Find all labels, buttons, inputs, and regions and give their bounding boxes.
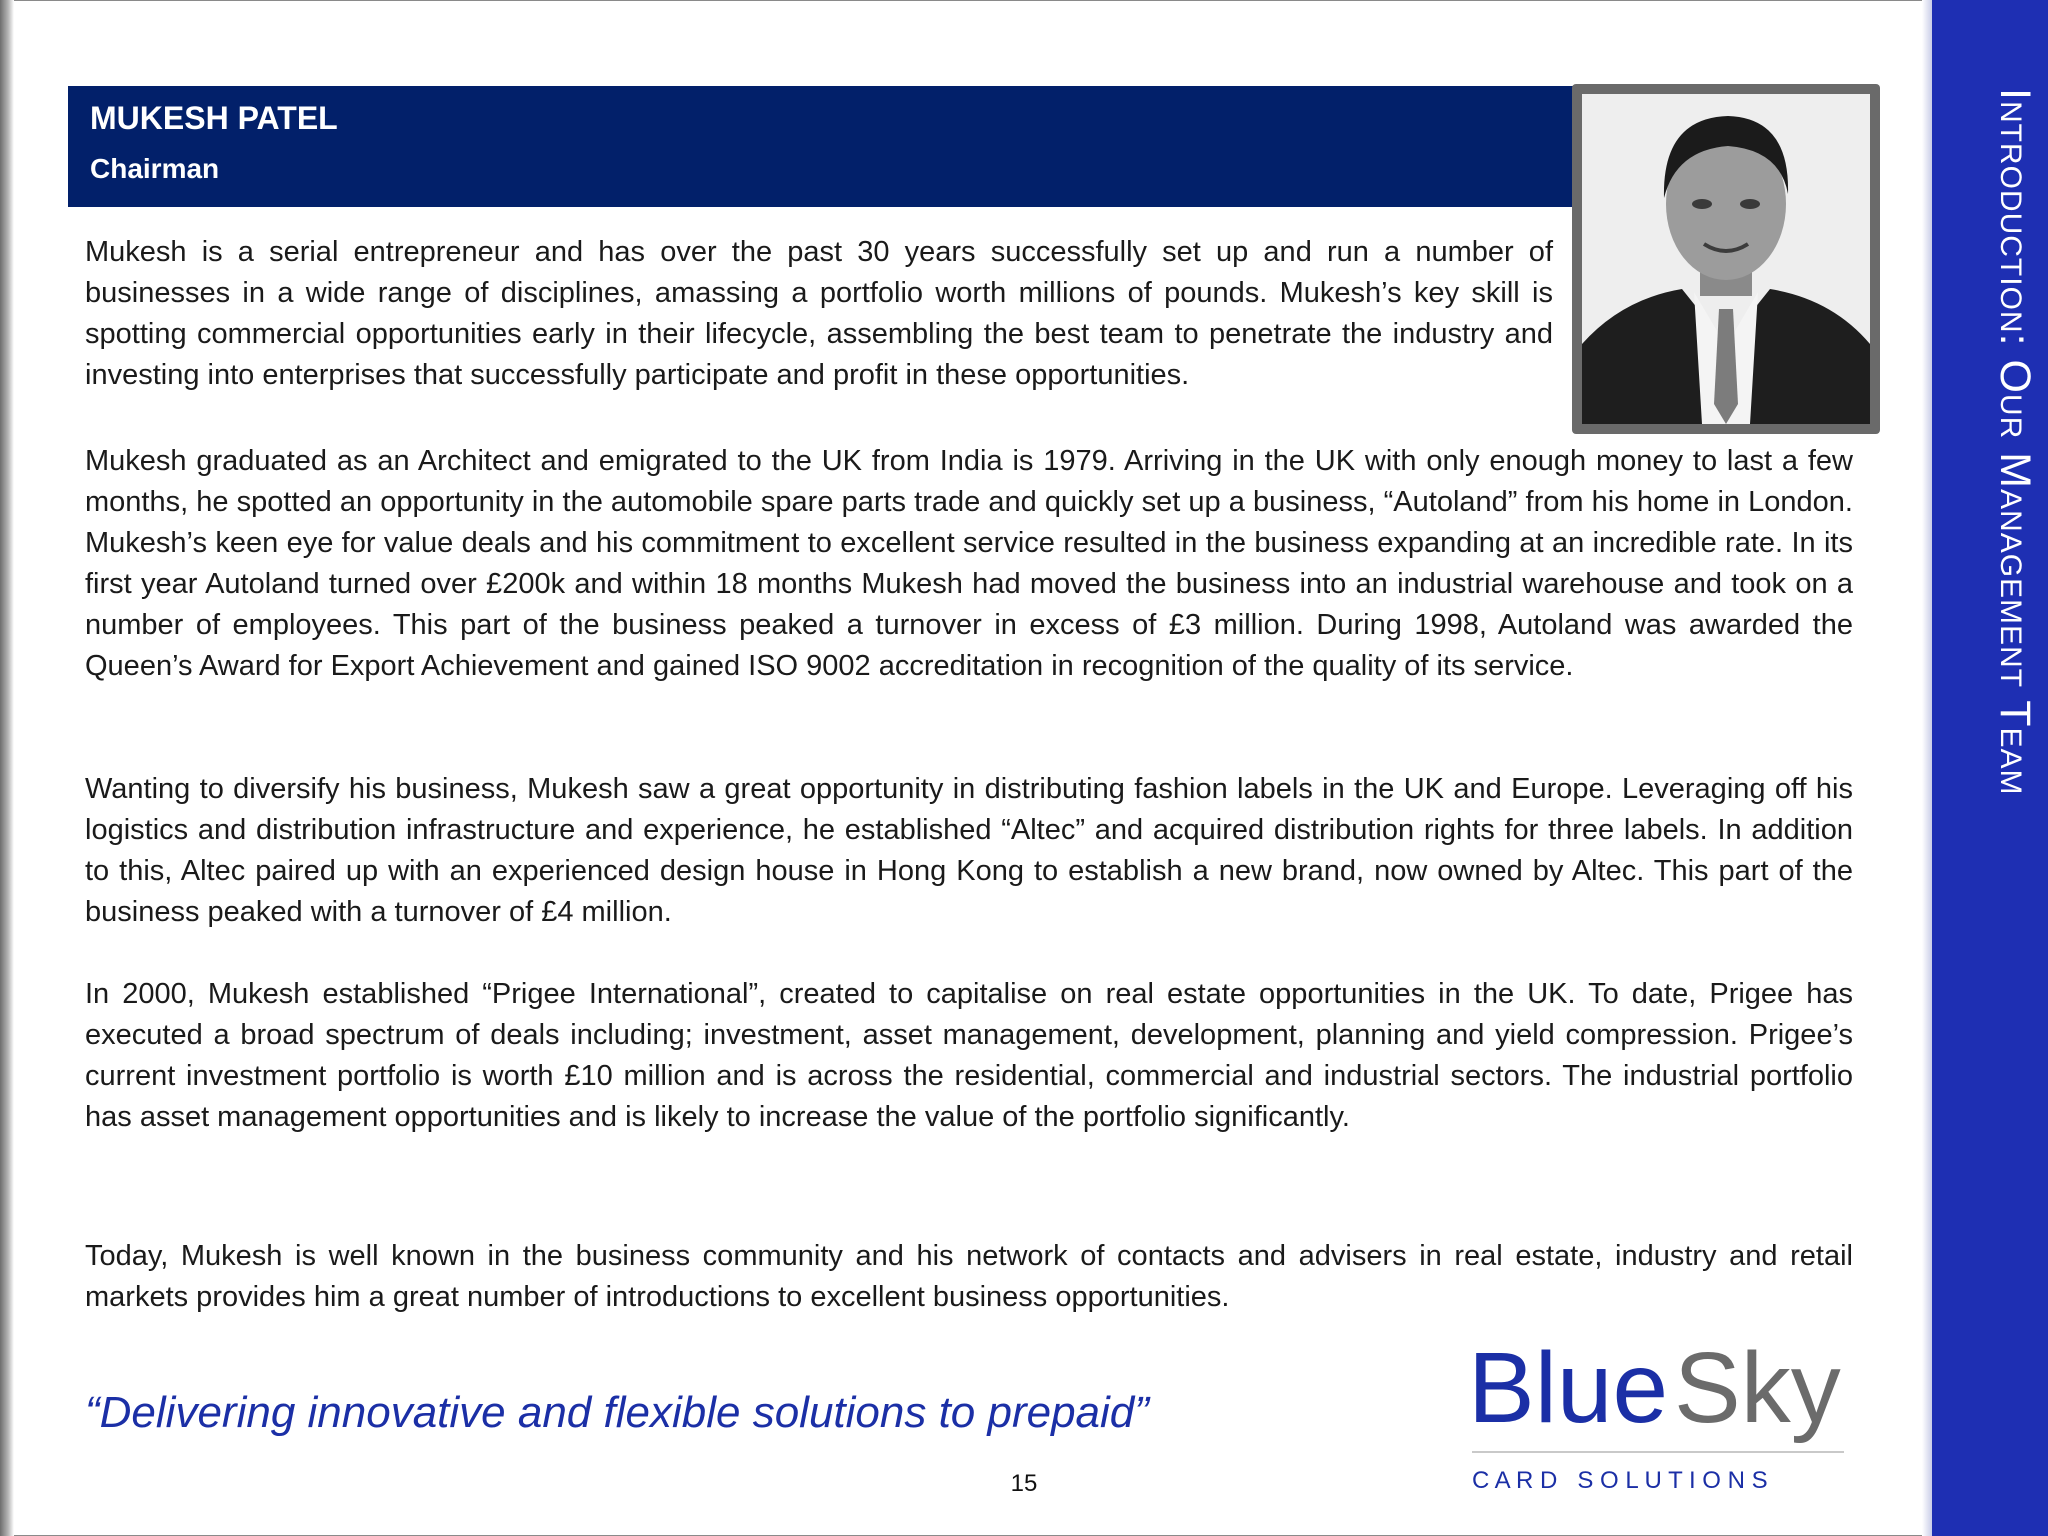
profile-header — [68, 86, 1578, 207]
person-role: Chairman — [90, 153, 220, 184]
page-number: 15 — [1010, 1470, 1038, 1497]
bio-paragraph-1: Mukesh is a serial entrepreneur and has over the past 30 years successfully set up and run a number of businesses in a wide range of disciplines, amassing a portfolio worth millions of pounds. Mukesh’s key skill is spotting commercial opportunities early in their lifecycle, assembling the best team to penetrate the industry and investing into enterprises that successfully participate and profit in these opportunities. — [85, 236, 1553, 391]
logo-subtitle: C A R D S O L U T I O N S — [1472, 1467, 1768, 1494]
side-band-shadow — [1922, 0, 1932, 1536]
section-title: Introduction: Our Management Team — [1991, 88, 2039, 796]
portrait-illustration — [1582, 94, 1870, 424]
logo-word-blue: Blue — [1468, 1332, 1669, 1444]
bluesky-logo — [1452, 1322, 1912, 1498]
logo-word-sky: Sky — [1674, 1332, 1841, 1444]
bio-paragraph-5: Today, Mukesh is well known in the business community and his network of contacts and advisers in real estate, industry and retail markets provides him a great number of introductions to excellent business opportunities. — [85, 1240, 1853, 1313]
company-tagline: “Delivering innovative and flexible solutions to prepaid” — [85, 1388, 1149, 1437]
bio-paragraph-4: In 2000, Mukesh established “Prigee International”, created to capitalise on real estate opportunities in the UK. To date, Prigee has executed a broad spectrum of deals including; investment, asset management, development, planning and yield compression. Prigee’s current investment portfolio is worth £10 million and is across the residential, commercial and industrial sectors. The industrial portfolio has asset management opportunities and is likely to increase the value of the portfolio significantly. — [85, 978, 1853, 1133]
bio-paragraph-3: Wanting to diversify his business, Mukesh saw a great opportunity in distributing fashion labels in the UK and Europe. Leveraging off his logistics and distribution infrastructure and experience, he established “Altec” and acquired distribution rights for three labels. In addition to this, Altec paired up with an experienced design house in Hong Kong to establish a new brand, now owned by Altec. This part of the business peaked with a turnover of £4 million. — [85, 773, 1853, 928]
person-name: MUKESH PATEL — [90, 100, 338, 136]
bio-paragraph-2: Mukesh graduated as an Architect and emigrated to the UK from India is 1979. Arriving in the UK with only enough money to last a few months, he spotted an opportunity in the automobile spare parts trade and quickly set up a business, “Autoland” from his home in London. Mukesh’s keen eye for value deals and his commitment to excellent service resulted in the business expanding at an incredible rate. In its first year Autoland turned over £200k and within 18 months Mukesh had moved the business into an industrial warehouse and took on a number of employees. This part of the business peaked a turnover in excess of £3 million. During 1998, Autoland was awarded the Queen’s Award for Export Achievement and gained ISO 9002 accreditation in recognition of the quality of its service. — [85, 445, 1853, 682]
portrait-photo — [1582, 94, 1870, 424]
portrait-frame — [1572, 84, 1880, 434]
left-page-edge — [0, 0, 14, 1536]
